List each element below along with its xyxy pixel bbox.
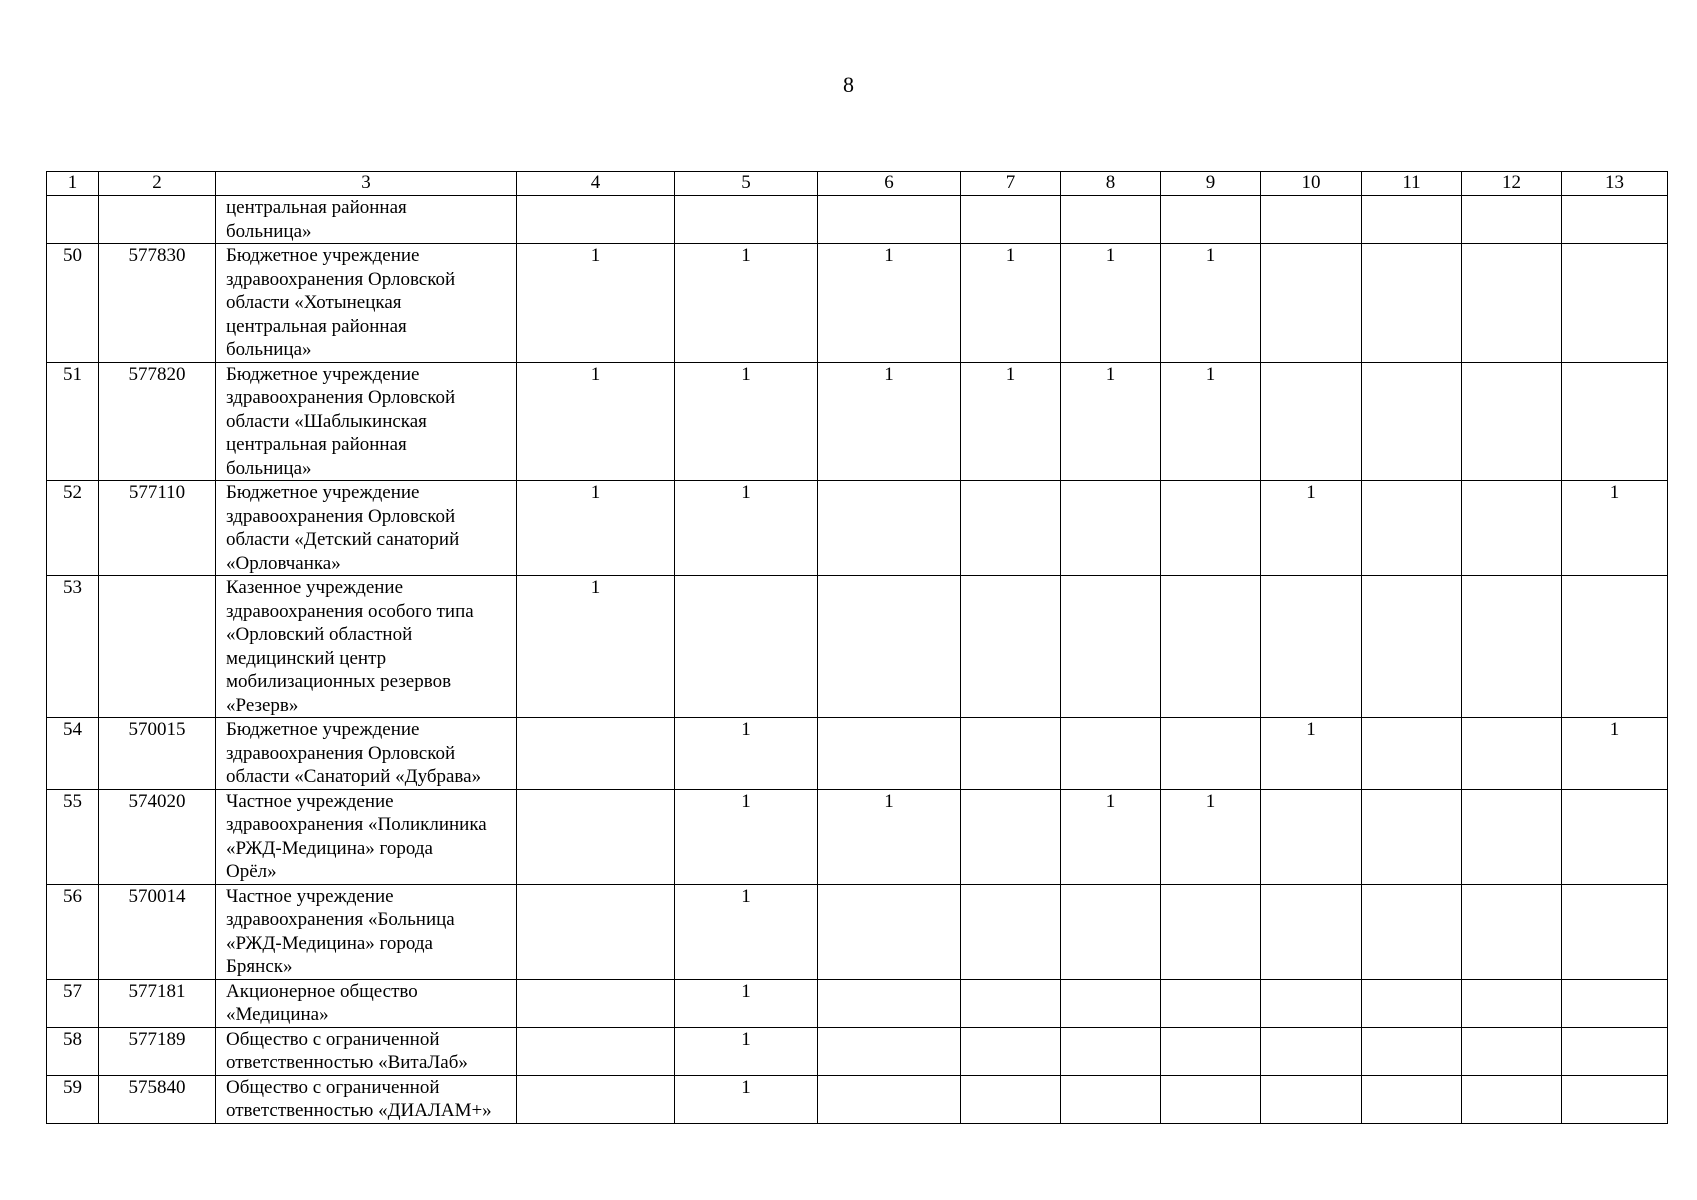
institution-name-cell xyxy=(216,1075,517,1123)
institution-code-cell: 577189 xyxy=(99,1027,216,1075)
institution-code-cell: 577110 xyxy=(99,481,216,576)
institution-name-line: здравоохранения Орловской xyxy=(226,505,456,527)
indicator-cell-c4 xyxy=(517,1075,675,1123)
indicator-cell-c4: 1 xyxy=(517,362,675,481)
indicator-cell-c8 xyxy=(1061,196,1161,244)
indicator-cell-c5: 1 xyxy=(675,481,818,576)
indicator-cell-c5: 1 xyxy=(675,1075,818,1123)
institution-name-line: «Медицина» xyxy=(226,1004,329,1025)
indicator-cell-c6 xyxy=(818,884,961,979)
indicator-cell-c10 xyxy=(1261,979,1362,1027)
table-row xyxy=(47,244,1668,363)
table-row xyxy=(47,718,1668,790)
indicator-cell-c6 xyxy=(818,196,961,244)
indicator-cell-c4: 1 xyxy=(517,576,675,718)
institution-name-line: ответственностью «ДИАЛАМ+» xyxy=(226,1100,492,1121)
indicator-cell-c4 xyxy=(517,979,675,1027)
institution-name-line: здравоохранения «Поликлиника xyxy=(226,814,487,835)
institution-name-line: «Резерв» xyxy=(226,694,299,716)
indicator-cell-c11 xyxy=(1362,362,1462,481)
indicator-cell-c7 xyxy=(961,1027,1061,1075)
indicator-cell-c8 xyxy=(1061,1027,1161,1075)
column-number-5: 5 xyxy=(675,172,818,196)
indicator-cell-c9 xyxy=(1161,481,1261,576)
institution-name-line: «РЖД-Медицина» города xyxy=(226,837,433,859)
institution-code-cell: 570015 xyxy=(99,718,216,790)
column-number-8: 8 xyxy=(1061,172,1161,196)
institution-name-line: центральная районная xyxy=(226,197,407,218)
table-row xyxy=(47,1027,1668,1075)
institution-name-line: здравоохранения Орловской xyxy=(226,387,456,408)
indicator-cell-c7 xyxy=(961,884,1061,979)
indicator-cell-c12 xyxy=(1462,1075,1562,1123)
institution-name-cell xyxy=(216,884,517,979)
indicator-cell-c12 xyxy=(1462,1027,1562,1075)
indicator-cell-c9 xyxy=(1161,1027,1261,1075)
indicator-cell-c10 xyxy=(1261,789,1362,884)
indicator-cell-c12 xyxy=(1462,481,1562,576)
row-number-cell: 54 xyxy=(47,718,99,790)
indicator-cell-c5: 1 xyxy=(675,244,818,363)
indicator-cell-c9 xyxy=(1161,1075,1261,1123)
row-number-cell: 51 xyxy=(47,362,99,481)
indicator-cell-c5 xyxy=(675,576,818,718)
institution-code-cell xyxy=(99,576,216,718)
institution-name-line: здравоохранения Орловской xyxy=(226,268,456,290)
indicator-cell-c6: 1 xyxy=(818,362,961,481)
indicator-cell-c13: 1 xyxy=(1562,481,1668,576)
column-number-12: 12 xyxy=(1462,172,1562,196)
institution-name-line: области «Шаблыкинская xyxy=(226,410,427,432)
table-row xyxy=(47,481,1668,576)
indicator-cell-c9 xyxy=(1161,979,1261,1027)
institution-name-line: больница» xyxy=(226,339,312,360)
institution-name-line: Общество с ограниченной xyxy=(226,1028,440,1050)
table-row xyxy=(47,196,1668,244)
institution-name-cell xyxy=(216,244,517,363)
indicator-cell-c13 xyxy=(1562,884,1668,979)
indicator-cell-c8 xyxy=(1061,718,1161,790)
indicator-cell-c7 xyxy=(961,481,1061,576)
indicator-cell-c13 xyxy=(1562,979,1668,1027)
institution-name-line: здравоохранения «Больница xyxy=(226,909,455,930)
column-number-2: 2 xyxy=(99,172,216,196)
institution-name-cell xyxy=(216,481,517,576)
row-number-cell: 57 xyxy=(47,979,99,1027)
institution-name-cell xyxy=(216,576,517,718)
indicator-cell-c8: 1 xyxy=(1061,244,1161,363)
indicator-cell-c7 xyxy=(961,576,1061,718)
institution-name-line: мобилизационных резервов xyxy=(226,671,452,692)
indicator-cell-c12 xyxy=(1462,576,1562,718)
institution-code-cell xyxy=(99,196,216,244)
institution-name-line: Брянск» xyxy=(226,956,293,977)
institution-name-line: «Орловчанка» xyxy=(226,552,341,574)
indicator-cell-c4 xyxy=(517,884,675,979)
indicator-cell-c13 xyxy=(1562,789,1668,884)
indicator-cell-c4 xyxy=(517,1027,675,1075)
indicator-cell-c7 xyxy=(961,979,1061,1027)
indicator-cell-c5: 1 xyxy=(675,362,818,481)
institution-name-line: Орёл» xyxy=(226,861,277,882)
indicator-cell-c10 xyxy=(1261,884,1362,979)
institution-name-cell xyxy=(216,362,517,481)
table-row xyxy=(47,1075,1668,1123)
indicator-cell-c6 xyxy=(818,1027,961,1075)
institution-name-cell xyxy=(216,196,517,244)
institution-name-line: области «Хотынецкая xyxy=(226,292,402,313)
institution-code-cell: 577820 xyxy=(99,362,216,481)
column-number-11: 11 xyxy=(1362,172,1462,196)
indicator-cell-c12 xyxy=(1462,362,1562,481)
indicator-cell-c6 xyxy=(818,576,961,718)
institutions-table xyxy=(46,171,1668,1124)
institution-name-line: больница» xyxy=(226,457,312,479)
table-row xyxy=(47,979,1668,1027)
indicator-cell-c7: 1 xyxy=(961,244,1061,363)
table-row xyxy=(47,884,1668,979)
institution-name-line: здравоохранения Орловской xyxy=(226,742,456,764)
indicator-cell-c8 xyxy=(1061,979,1161,1027)
institution-code-cell: 570014 xyxy=(99,884,216,979)
indicator-cell-c11 xyxy=(1362,1027,1462,1075)
indicator-cell-c10 xyxy=(1261,244,1362,363)
row-number-cell: 53 xyxy=(47,576,99,718)
institution-name-cell xyxy=(216,789,517,884)
indicator-cell-c13 xyxy=(1562,576,1668,718)
table-row xyxy=(47,576,1668,718)
indicator-cell-c12 xyxy=(1462,244,1562,363)
indicator-cell-c6 xyxy=(818,481,961,576)
column-number-3: 3 xyxy=(216,172,517,196)
indicator-cell-c6 xyxy=(818,1075,961,1123)
indicator-cell-c7 xyxy=(961,718,1061,790)
indicator-cell-c11 xyxy=(1362,244,1462,363)
institution-name-cell xyxy=(216,718,517,790)
institution-name-line: Бюджетное учреждение xyxy=(226,482,420,503)
institution-name-line: Бюджетное учреждение xyxy=(226,719,420,740)
indicator-cell-c11 xyxy=(1362,884,1462,979)
indicator-cell-c12 xyxy=(1462,718,1562,790)
indicator-cell-c5: 1 xyxy=(675,718,818,790)
indicator-cell-c10 xyxy=(1261,576,1362,718)
institution-code-cell: 574020 xyxy=(99,789,216,884)
institution-name-line: «Орловский областной xyxy=(226,624,413,645)
indicator-cell-c4: 1 xyxy=(517,481,675,576)
institution-name-line: ответственностью «ВитаЛаб» xyxy=(226,1052,468,1073)
indicator-cell-c5: 1 xyxy=(675,884,818,979)
institution-code-cell: 575840 xyxy=(99,1075,216,1123)
column-number-7: 7 xyxy=(961,172,1061,196)
indicator-cell-c6 xyxy=(818,718,961,790)
table-row xyxy=(47,789,1668,884)
indicator-cell-c10 xyxy=(1261,362,1362,481)
indicator-cell-c13 xyxy=(1562,1075,1668,1123)
column-number-6: 6 xyxy=(818,172,961,196)
indicator-cell-c11 xyxy=(1362,576,1462,718)
institution-name-line: Общество с ограниченной xyxy=(226,1076,440,1098)
indicator-cell-c11 xyxy=(1362,481,1462,576)
institution-name-line: центральная районная xyxy=(226,315,407,337)
indicator-cell-c11 xyxy=(1362,789,1462,884)
indicator-cell-c6 xyxy=(818,979,961,1027)
indicator-cell-c8: 1 xyxy=(1061,362,1161,481)
indicator-cell-c7 xyxy=(961,1075,1061,1123)
indicator-cell-c4: 1 xyxy=(517,244,675,363)
indicator-cell-c6: 1 xyxy=(818,244,961,363)
column-number-1: 1 xyxy=(47,172,99,196)
row-number-cell: 52 xyxy=(47,481,99,576)
indicator-cell-c10 xyxy=(1261,1075,1362,1123)
indicator-cell-c12 xyxy=(1462,979,1562,1027)
row-number-cell xyxy=(47,196,99,244)
institution-name-line: центральная районная xyxy=(226,434,407,455)
indicator-cell-c9 xyxy=(1161,718,1261,790)
indicator-cell-c9: 1 xyxy=(1161,362,1261,481)
indicator-cell-c8 xyxy=(1061,1075,1161,1123)
indicator-cell-c12 xyxy=(1462,884,1562,979)
institution-name-line: здравоохранения особого типа xyxy=(226,600,474,622)
indicator-cell-c7: 1 xyxy=(961,362,1061,481)
institution-code-cell: 577181 xyxy=(99,979,216,1027)
indicator-cell-c8 xyxy=(1061,576,1161,718)
indicator-cell-c11 xyxy=(1362,718,1462,790)
indicator-cell-c12 xyxy=(1462,196,1562,244)
indicator-cell-c13 xyxy=(1562,196,1668,244)
indicator-cell-c8 xyxy=(1061,884,1161,979)
indicator-cell-c9 xyxy=(1161,576,1261,718)
indicator-cell-c10 xyxy=(1261,196,1362,244)
row-number-cell: 56 xyxy=(47,884,99,979)
indicator-cell-c5: 1 xyxy=(675,789,818,884)
column-number-10: 10 xyxy=(1261,172,1362,196)
indicator-cell-c5: 1 xyxy=(675,979,818,1027)
row-number-cell: 55 xyxy=(47,789,99,884)
indicator-cell-c7 xyxy=(961,789,1061,884)
institution-name-line: Казенное учреждение xyxy=(226,577,404,598)
indicator-cell-c12 xyxy=(1462,789,1562,884)
institution-code-cell: 577830 xyxy=(99,244,216,363)
institution-name-line: Бюджетное учреждение xyxy=(226,245,420,266)
institution-name-line: Частное учреждение xyxy=(226,790,394,812)
indicator-cell-c13 xyxy=(1562,362,1668,481)
indicator-cell-c10 xyxy=(1261,1027,1362,1075)
column-number-13: 13 xyxy=(1562,172,1668,196)
indicator-cell-c4 xyxy=(517,789,675,884)
indicator-cell-c4 xyxy=(517,718,675,790)
indicator-cell-c11 xyxy=(1362,196,1462,244)
indicator-cell-c4 xyxy=(517,196,675,244)
column-number-4: 4 xyxy=(517,172,675,196)
indicator-cell-c9 xyxy=(1161,884,1261,979)
institution-name-line: Акционерное общество xyxy=(226,980,418,1002)
indicator-cell-c10: 1 xyxy=(1261,718,1362,790)
indicator-cell-c5: 1 xyxy=(675,1027,818,1075)
indicator-cell-c11 xyxy=(1362,979,1462,1027)
indicator-cell-c8 xyxy=(1061,481,1161,576)
indicator-cell-c10: 1 xyxy=(1261,481,1362,576)
institution-name-line: медицинский центр xyxy=(226,647,387,669)
row-number-cell: 50 xyxy=(47,244,99,363)
indicator-cell-c13: 1 xyxy=(1562,718,1668,790)
row-number-cell: 58 xyxy=(47,1027,99,1075)
indicator-cell-c6: 1 xyxy=(818,789,961,884)
indicator-cell-c13 xyxy=(1562,1027,1668,1075)
page-number: 8 xyxy=(843,72,854,97)
row-number-cell: 59 xyxy=(47,1075,99,1123)
indicator-cell-c13 xyxy=(1562,244,1668,363)
institution-name-line: области «Детский санаторий xyxy=(226,529,460,550)
institution-name-line: Частное учреждение xyxy=(226,885,394,907)
institution-name-line: Бюджетное учреждение xyxy=(226,363,420,385)
table-row xyxy=(47,362,1668,481)
column-number-9: 9 xyxy=(1161,172,1261,196)
institution-name-line: области «Санаторий «Дубрава» xyxy=(226,766,482,787)
institution-name-line: больница» xyxy=(226,220,312,242)
institution-name-cell xyxy=(216,1027,517,1075)
indicator-cell-c11 xyxy=(1362,1075,1462,1123)
institution-name-cell xyxy=(216,979,517,1027)
indicator-cell-c9 xyxy=(1161,196,1261,244)
institution-name-line: «РЖД-Медицина» города xyxy=(226,932,433,954)
indicator-cell-c9: 1 xyxy=(1161,789,1261,884)
indicator-cell-c9: 1 xyxy=(1161,244,1261,363)
table-header-row xyxy=(47,172,1668,196)
indicator-cell-c5 xyxy=(675,196,818,244)
indicator-cell-c7 xyxy=(961,196,1061,244)
indicator-cell-c8: 1 xyxy=(1061,789,1161,884)
